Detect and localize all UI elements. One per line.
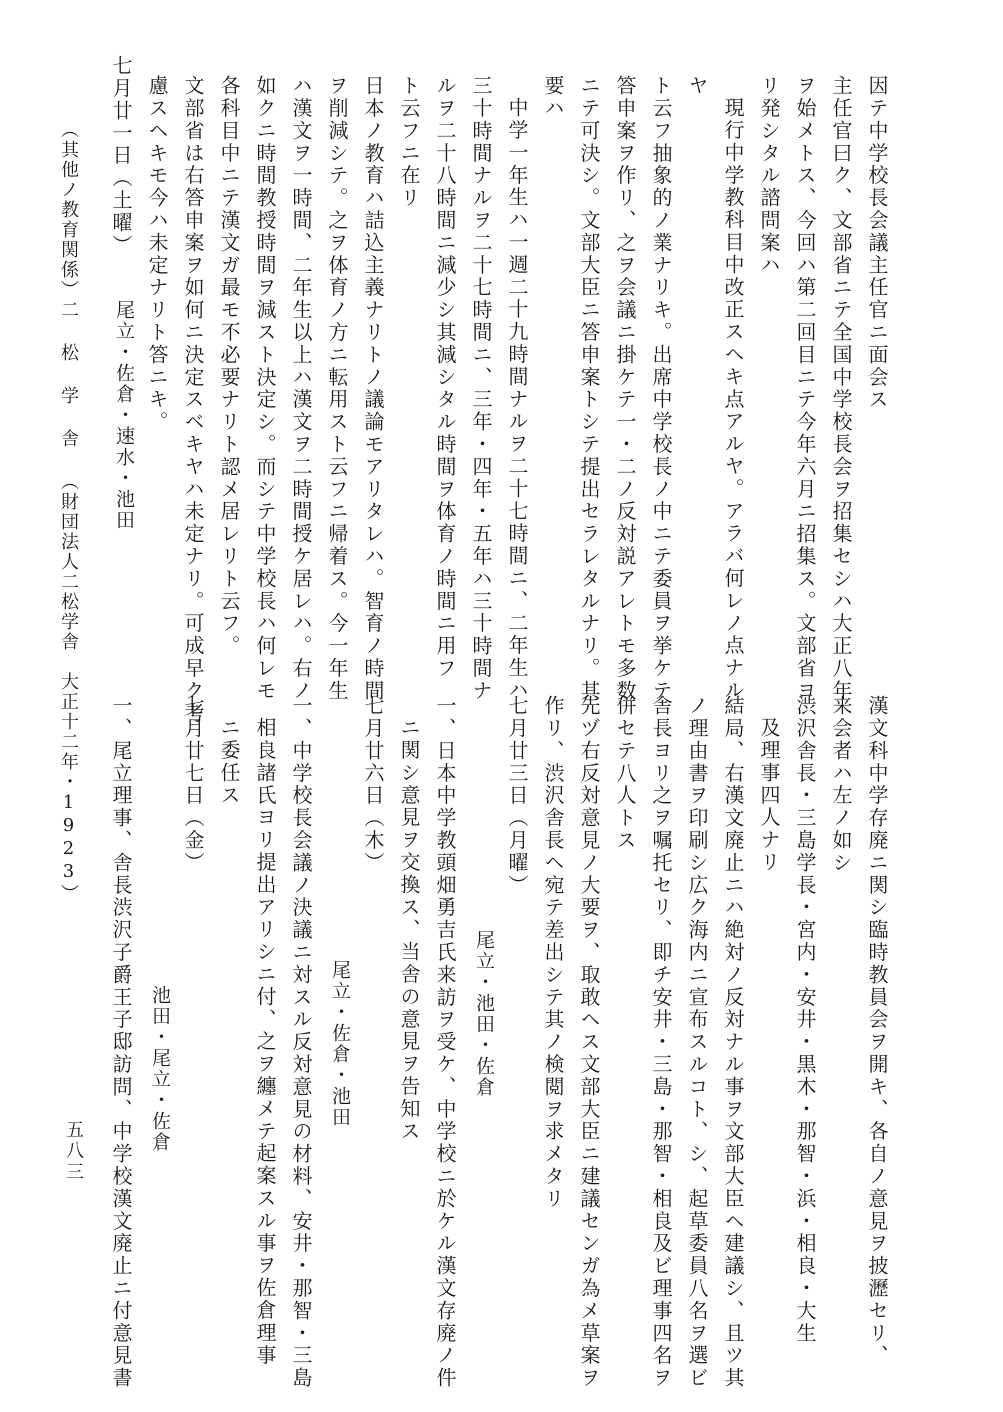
signature-names: 池田・尾立・佐倉	[149, 985, 171, 1153]
text-column: ニ関シ意見ヲ交換ス、当舎の意見ヲ告知ス	[397, 717, 421, 1143]
text-column: 渋沢舎長・三島学長・宮内・安井・黒木・那智・浜・相良・大生	[793, 695, 817, 1345]
text-column: 因テ中学校長会議主任官ニ面会ス	[865, 75, 889, 411]
text-column: 作リ、渋沢舎長ヘ宛テ差出シテ其ノ検閲ヲ求メタリ	[541, 695, 565, 1211]
text-column: ニ委任ス	[217, 717, 241, 807]
text-column: ルヲ二十八時間ニ減少シ其減シタル時間ヲ体育ノ時間ニ用フ	[433, 75, 457, 680]
text-column: 現行中学教科目中改正スヘキ点アルヤ。アラバ何レノ点ナル	[721, 97, 745, 702]
footer-publisher: 二 松 学 舎 （財団法人二松学舎 大正十二年・1923）	[58, 300, 79, 904]
date-heading: 七月廿七日（金）	[181, 695, 205, 875]
text-column: 中学一年生ハ一週二十九時間ナルヲ二十七時間ニ、二年生ハ	[505, 97, 529, 702]
text-column: ヲ削減シテ。之ヲ体育ノ方ニ転用スト云フニ帰着ス。今一年生	[325, 75, 349, 703]
text-column: 併セテ八人トス	[613, 695, 637, 852]
text-column: 舎長ヨリ之ヲ嘱托セリ、即チ安井・三島・那智・相良及ビ理事四名ヲ	[649, 695, 673, 1390]
text-column: ノ理由書ヲ印刷シ広ク海内ニ宣布スルコト、シ、起草委員八名ヲ選ビ	[685, 695, 709, 1390]
text-column: 主任官曰ク、文部省ニテ全国中学校長会ヲ招集セシハ大正八年	[829, 75, 853, 703]
footer-section: （其他ノ教育関係）	[58, 120, 79, 300]
text-column: 要ハ	[541, 75, 565, 120]
date-heading: 七月廿三日（月曜）	[505, 695, 529, 897]
text-column: 文部省は右答申案ヲ如何ニ決定スベキヤハ未定ナリ。可成早ク考	[181, 75, 205, 725]
page-number: 五八三	[63, 1120, 84, 1183]
text-column: 先ヅ右反対意見ノ大要ヲ、取敢ヘス文部大臣ニ建議センガ為メ草案ヲ	[577, 695, 601, 1390]
text-column: 日本ノ教育ハ詰込主義ナリトノ議論モアリタレハ。智育ノ時間	[361, 75, 385, 703]
text-column: ハ漢文ヲ一時間、二年生以上ハ漢文ヲ二時間授ケ居レハ。右ノ	[289, 75, 313, 703]
text-column: 一、尾立理事、舎長渋沢子爵王子邸訪問、中学校漢文廃止ニ付意見書	[109, 695, 133, 1390]
text-column: 各科目中ニテ漢文ガ最モ不必要ナリト認メ居レリト云フ。	[217, 75, 241, 658]
text-column: 一、日本中学教頭畑勇吉氏来訪ヲ受ケ、中学校ニ於ケル漢文存廃ノ件	[433, 695, 457, 1390]
text-column: 相良諸氏ヨリ提出アリシニ付、之ヲ纏メテ起案スル事ヲ佐倉理事	[253, 717, 277, 1367]
text-column: 結局、右漢文廃止ニハ絶対ノ反対ナル事ヲ文部大臣ヘ建議シ、且ツ其	[721, 695, 745, 1390]
text-column: 如クニ時間教授時間ヲ減スト決定シ。而シテ中学校長ハ何レモ	[253, 75, 277, 703]
text-column: ニテ可決シ。文部大臣ニ答申案トシテ提出セラレタルナリ。其	[577, 75, 601, 703]
text-column: 三十時間ナルヲ二十七時間ニ、三年・四年・五年ハ三十時間ナ	[469, 75, 493, 703]
date-heading: 七月廿一日（土曜）	[109, 55, 133, 257]
text-column: 一、中学校長会議ノ決議ニ対スル反対意見の材料、安井・那智・三島	[289, 695, 313, 1390]
text-column: 漢文科中学存廃ニ関シ臨時教員会ヲ開キ、各自ノ意見ヲ披瀝セリ、	[865, 695, 889, 1367]
date-heading: 七月廿六日（木）	[361, 695, 385, 875]
text-column: 来会者ハ左ノ如シ	[829, 695, 853, 875]
signature-names: 尾立・池田・佐倉	[473, 930, 495, 1098]
text-column: 答申案ヲ作リ、之ヲ会議ニ掛ケテ一・二ノ反対説アレトモ多数	[613, 75, 637, 703]
text-column: ト云フ抽象的ノ業ナリキ。出席中学校長ノ中ニテ委員ヲ挙ケテ	[649, 75, 673, 703]
text-column: 慮スヘキモ今ハ未定ナリト答ニキ。	[145, 75, 169, 434]
text-column: 及理事四人ナリ	[757, 717, 781, 874]
signature-names: 尾立・佐倉・池田	[329, 960, 351, 1128]
text-column: ヤ	[685, 75, 709, 98]
signature-names: 尾立・佐倉・速水・池田	[113, 300, 135, 531]
text-column: ト云フニ在リ	[397, 75, 421, 210]
text-column: ヲ始メトス、今回ハ第二回目ニテ今年六月ニ招集ス。文部省ヨ	[793, 75, 817, 703]
text-column: リ発シタル諮問案ハ	[757, 75, 781, 277]
